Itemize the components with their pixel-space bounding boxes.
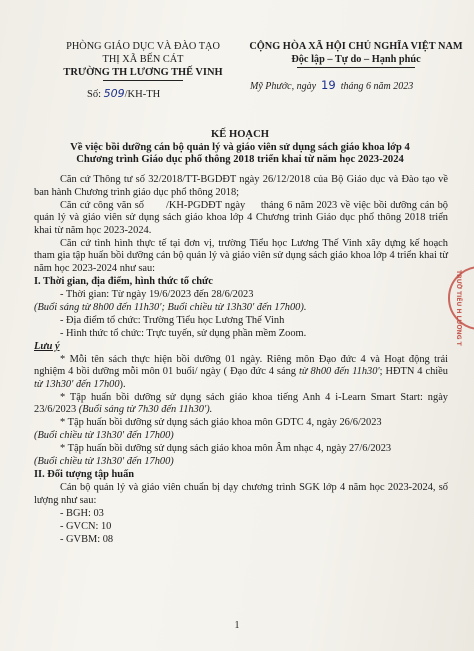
- paragraph-legal-basis-2: Căn cứ công văn số /KH-PGDĐT ngày tháng 6 năm 2023 về việc bồi dưỡng cán bộ quản lý và giáo viên sử dụng sách giáo khoa lớp 4 Chương trình Giáo dục phổ thông 2018 triển khai từ năm học 2023-2024.: [34, 199, 451, 236]
- note-item-4-time: (Buổi chiều từ 13h30' đến 17h00): [34, 456, 174, 467]
- time-note: (Buổi sáng từ 8h00 đến 11h30'; Buổi chiều từ 13h30' đến 17h00).: [34, 301, 307, 313]
- note-item-2: * Tập huấn bồi dưỡng sử dụng sách giáo khoa tiếng Anh 4 i-Learn Smart Start: ngày 23/6/2023 (Buổi sáng từ 7h30 đến 11h30').: [34, 391, 448, 415]
- paragraph-legal-basis-1: Căn cứ Thông tư số 32/2018/TT-BGDĐT ngày 26/12/2018 của Bộ Giáo dục và Đào tạo về ban hành Chương trình giáo dục phổ thông 2018;: [34, 174, 448, 198]
- participants-gvcn: - GVCN: 10: [60, 520, 112, 532]
- document-body: [34, 174, 451, 547]
- issuer-header: [50, 40, 236, 81]
- form-line: - Hình thức tổ chức: Trực tuyến, sử dụng phần mềm Zoom.: [60, 327, 307, 339]
- section-heading-1: I. Thời gian, địa điểm, hình thức tổ chức: [34, 275, 213, 287]
- national-header: [242, 40, 470, 68]
- national-motto: CỘNG HÒA XÃ HỘI CHỦ NGHĨA VIỆT NAM: [249, 41, 463, 52]
- note-item-3: * Tập huấn bồi dưỡng sử dụng sách giáo khoa môn GDTC 4, ngày 26/6/2023: [60, 417, 382, 428]
- note-item-3-time: (Buổi chiều từ 13h30' đến 17h00): [34, 430, 174, 441]
- handwritten-day: 19: [321, 78, 336, 92]
- note-item-1: * Mỗi tên sách thực hiện bồi dưỡng 01 ngày. Riêng môn Đạo đức 4 và Hoạt động trải nghiệm 4 bồi dưỡng mỗi môn 01 buổi/ ngày ( Đạo đức 4 sáng từ 8h00 đến 11h30'; HĐTN 4 chiều từ 13h30' đến 17h00).: [34, 353, 448, 390]
- paragraph-participants: Cán bộ quản lý và giáo viên chuẩn bị dạy chương trình SGK lớp 4 năm học 2023-2024, số lượng như sau:: [34, 482, 448, 506]
- title-sub-2: Chương trình Giáo dục phổ thông 2018 triển khai từ năm học 2023-2024: [76, 154, 404, 165]
- issuer-school: TRƯỜNG TH LƯƠNG THẾ VINH: [63, 67, 223, 78]
- document-title: [30, 129, 450, 167]
- national-underline: [297, 67, 415, 68]
- participants-bgh: - BGH: 03: [60, 507, 104, 519]
- title-sub-1: Về việc bồi dưỡng cán bộ quản lý và giáo viên sử dụng sách giáo khoa lớp 4: [70, 141, 410, 153]
- national-slogan: Độc lập – Tự do – Hạnh phúc: [291, 54, 421, 65]
- title-main: KẾ HOẠCH: [211, 129, 269, 140]
- issuer-underline: [103, 80, 183, 81]
- note-heading: Lưu ý: [34, 340, 60, 352]
- issuer-department: PHÒNG GIÁO DỤC VÀ ĐÀO TẠO: [66, 41, 220, 52]
- issuer-district: THỊ XÃ BẾN CÁT: [102, 54, 184, 65]
- section-heading-2: II. Đối tượng tập huấn: [34, 469, 135, 480]
- note-item-4: * Tập huấn bồi dưỡng sử dụng sách giáo khoa môn Âm nhạc 4, ngày 27/6/2023: [60, 443, 392, 454]
- page-number: 1: [234, 620, 240, 631]
- place-line: - Địa điểm tổ chức: Trường Tiểu học Lương Thế Vinh: [60, 314, 285, 326]
- paragraph-context: Căn cứ tình hình thực tế tại đơn vị, trường Tiểu học Lương Thế Vinh xây dựng kế hoạch tham gia tập huấn bồi dưỡng cán bộ quản lý và giáo viên sử dụng sách giáo khoa lớp 4 triển khai từ năm học 2023-2024 như sau:: [34, 237, 448, 274]
- document-number: Số: 509/KH-TH: [87, 87, 161, 100]
- time-line: - Thời gian: Từ ngày 19/6/2023 đến 28/6/2023: [60, 288, 254, 300]
- date-line: Mỹ Phước, ngày 19 tháng 6 năm 2023: [250, 78, 414, 92]
- official-seal-text: TRƯỜ TIỂU H LƯƠNG T: [455, 270, 462, 346]
- handwritten-number: 509: [103, 87, 125, 100]
- participants-gvbm: - GVBM: 08: [60, 533, 114, 545]
